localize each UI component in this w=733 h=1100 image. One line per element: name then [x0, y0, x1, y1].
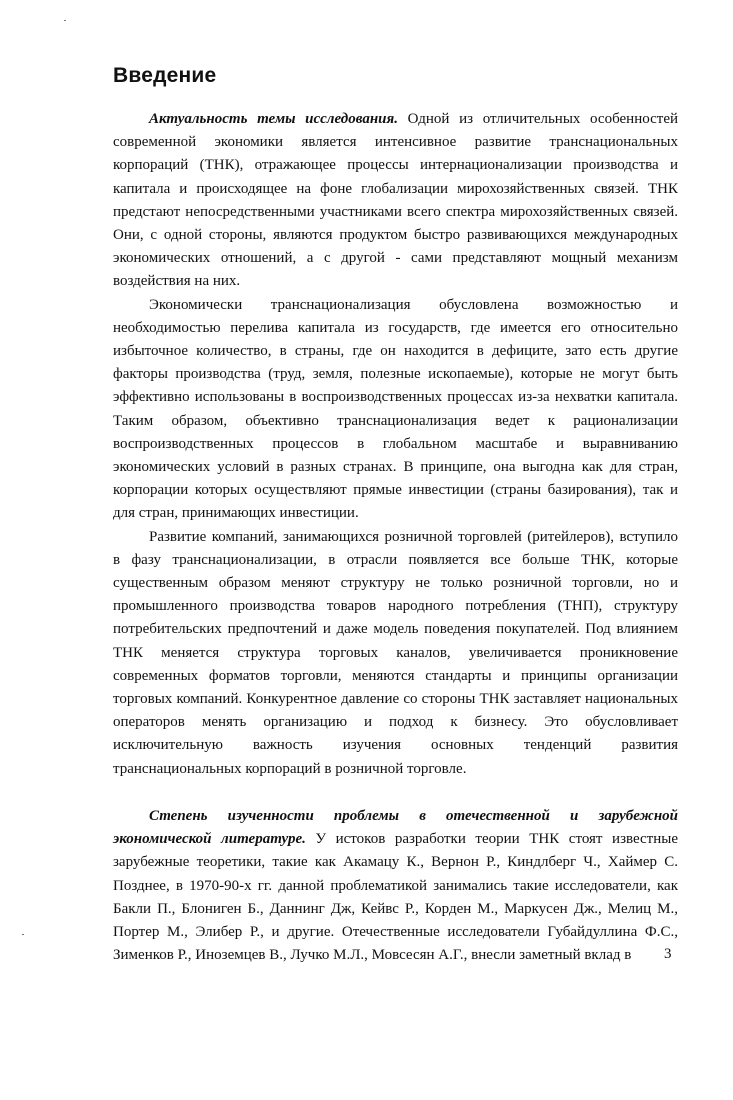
page-number: 3: [664, 946, 672, 962]
paragraph-text: Одной из отличительных особенностей современной экономики является интенсивное развитие транснациональных корпораций (ТНК), отражающее процессы интернационализации производства и капитала и происходящее на фоне глобализации мирохозяйственных связей. ТНК предстают непосредственными участниками всего спектра мирохозяйственных связей. Они, с одной стороны, являются продуктом быстро развивающихся международных экономических отношений, а с другой - сами представляют мощный механизм воздействия на них.: [113, 111, 679, 290]
paragraph-text: У истоков разработки теории ТНК стоят известные зарубежные теоретики, такие как Акамацу К., Вернон Р., Киндлберг Ч., Хаймер С. Позднее, в 1970-90-х гг. данной проблематикой занимались такие исследователи, как Бакли П., Блониген Б., Даннинг Дж, Кейвс Р., Корден М., Маркусен Дж., Мелиц М., Портер М., Элибер Р., и другие. Отечественные исследователи Губайдуллина Ф.С., Зименков Р., Иноземцев В., Лучко М.Л., Мовсесян А.Г., внесли заметный вклад в: [113, 831, 678, 964]
paragraph-relevance: [113, 108, 678, 294]
paragraph-lead: Степень изученности проблемы в отечественной и зарубежной экономической литературе.: [113, 807, 678, 848]
paragraph-retail: Развитие компаний, занимающихся розничной торговлей (ритейлеров), вступило в фазу транснационализации, в отрасли появляется все больше ТНК, которые существенным образом меняют структуру не только розничной торговли, но и промышленного производства товаров народного потребления (ТНП), структуру потребительских предпочтений и даже модель поведения покупателей. Под влиянием ТНК меняется структура торговых каналов, увеличивается проникновение современных форматов торговли, меняются стандарты и принципы организации торговых компаний. Конкурентное давление со стороны ТНК заставляет национальных операторов менять организацию и подход к бизнесу. Это обусловливает исключительную важность изучения основных тенденций развития транснациональных корпораций в розничной торговле.: [113, 528, 678, 777]
paragraph-transnationalization: Экономически транснационализация обусловлена возможностью и необходимостью перелива капитала из государств, где имеется его относительно избыточное количество, в страны, где он находится в дефиците, зато есть другие факторы производства (труд, земля, полезные ископаемые), которые не могут быть эффективно использованы в воспроизводственных процессах из-за нехватки капитала. Таким образом, объективно транснационализация ведет к рационализации воспроизводственных процессов в глобальном масштабе и выравниванию экономических условий в разных странах. В принципе, она выгодна как для стран, корпорации которых осуществляют прямые инвестиции (страны базирования), так и для стран, принимающих инвестиции.: [113, 296, 678, 522]
document-body: [113, 108, 678, 967]
scan-speck: [64, 20, 66, 21]
paragraph-literature: [113, 805, 678, 967]
scan-speck: [22, 934, 24, 935]
page-title: Введение: [113, 64, 217, 87]
paragraph-lead: Актуальность темы исследования.: [149, 111, 398, 127]
